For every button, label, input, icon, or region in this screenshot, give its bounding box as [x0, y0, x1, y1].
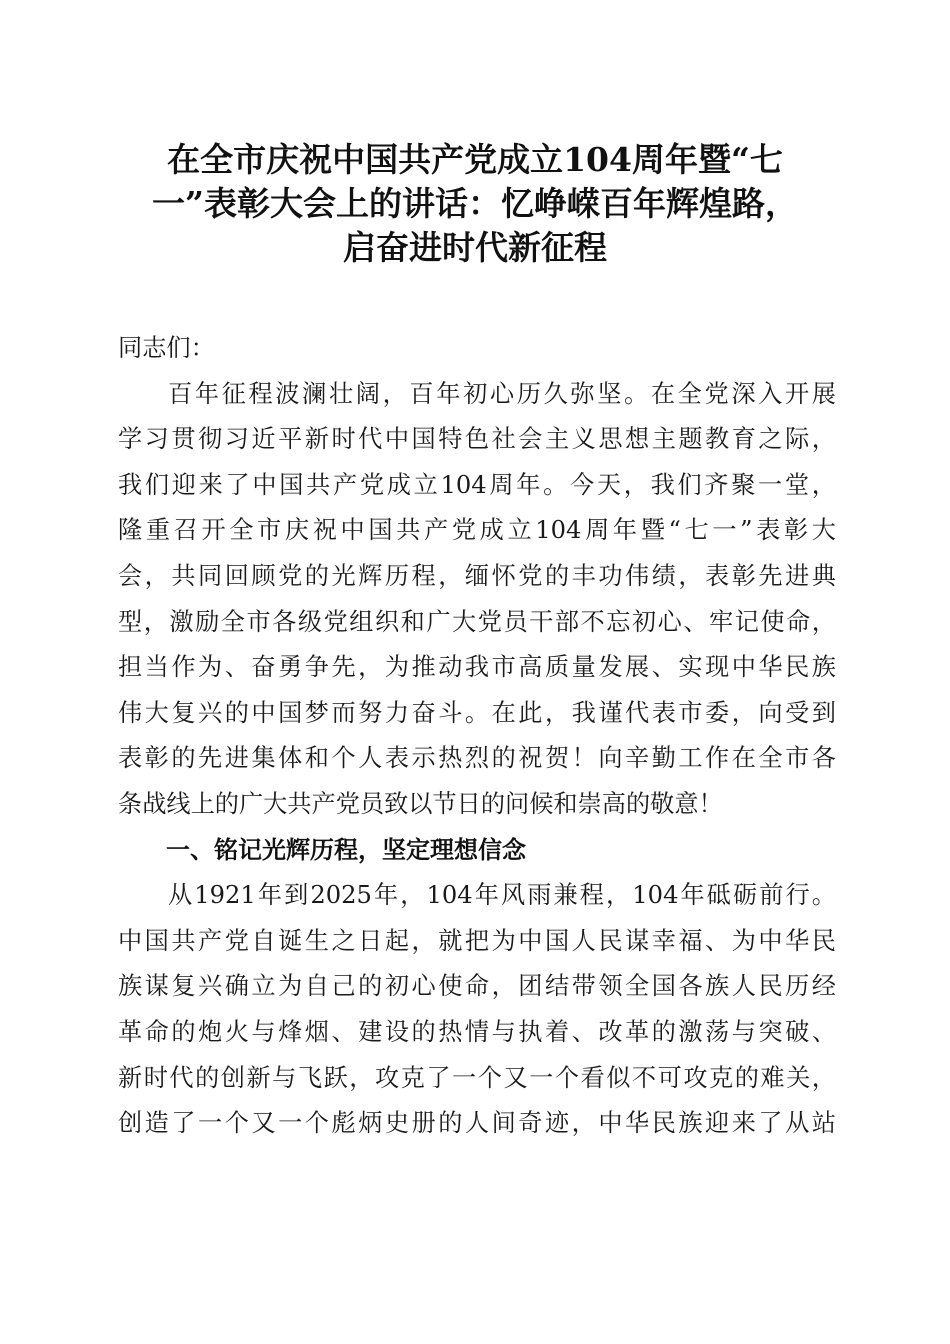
document-title: [120, 138, 830, 270]
paragraph-line: 表彰的先进集体和个人表示热烈的祝贺！向辛勤工作在全市各: [118, 744, 836, 773]
paragraph-1: [118, 372, 836, 828]
paragraph-line: 学习贯彻习近平新时代中国特色社会主义思想主题教育之际，: [118, 425, 836, 454]
paragraph-line: 从1921年到2025年，104年风雨兼程，104年砥砺前行。: [168, 881, 836, 910]
paragraph-line: 担当作为、奋勇争先，为推动我市高质量发展、实现中华民族: [118, 653, 836, 682]
paragraph-line: 革命的炮火与烽烟、建设的热情与执着、改革的激荡与突破、: [118, 1017, 836, 1046]
paragraph-line: 新时代的创新与飞跃，攻克了一个又一个看似不可攻克的难关，: [118, 1063, 836, 1092]
paragraph-line: 条战线上的广大共产党员致以节日的问候和崇高的敬意！: [118, 789, 723, 818]
paragraph-line: 型，激励全市各级党组织和广大党员干部不忘初心、牢记使命，: [118, 607, 836, 636]
greeting: 同志们：: [118, 334, 215, 362]
paragraph-2: [118, 873, 836, 1147]
paragraph-line: 中国共产党自诞生之日起，就把为中国人民谋幸福、为中华民: [118, 926, 836, 955]
paragraph-line: 伟大复兴的中国梦而努力奋斗。在此，我谨代表市委，向受到: [118, 698, 836, 727]
paragraph-line: 我们迎来了中国共产党成立104周年。今天，我们齐聚一堂，: [118, 470, 836, 499]
paragraph-line: 隆重召开全市庆祝中国共产党成立104周年暨“七一”表彰大: [118, 516, 836, 545]
document-body: [118, 326, 836, 1147]
section-heading: 一、铭记光辉历程，坚定理想信念: [166, 835, 526, 864]
paragraph-line: 会，共同回顾党的光辉历程，缅怀党的丰功伟绩，表彰先进典: [118, 561, 836, 590]
paragraph-line: 百年征程波澜壮阔，百年初心历久弥坚。在全党深入开展: [168, 379, 836, 408]
paragraph-line: 创造了一个又一个彪炳史册的人间奇迹，中华民族迎来了从站: [118, 1109, 836, 1138]
title-line: 一”表彰大会上的讲话：忆峥嵘百年辉煌路，: [152, 184, 798, 223]
title-line: 启奋进时代新征程: [343, 228, 607, 267]
paragraph-line: 族谋复兴确立为自己的初心使命，团结带领全国各族人民历经: [118, 972, 836, 1001]
title-line: 在全市庆祝中国共产党成立104周年暨“七: [167, 140, 783, 179]
